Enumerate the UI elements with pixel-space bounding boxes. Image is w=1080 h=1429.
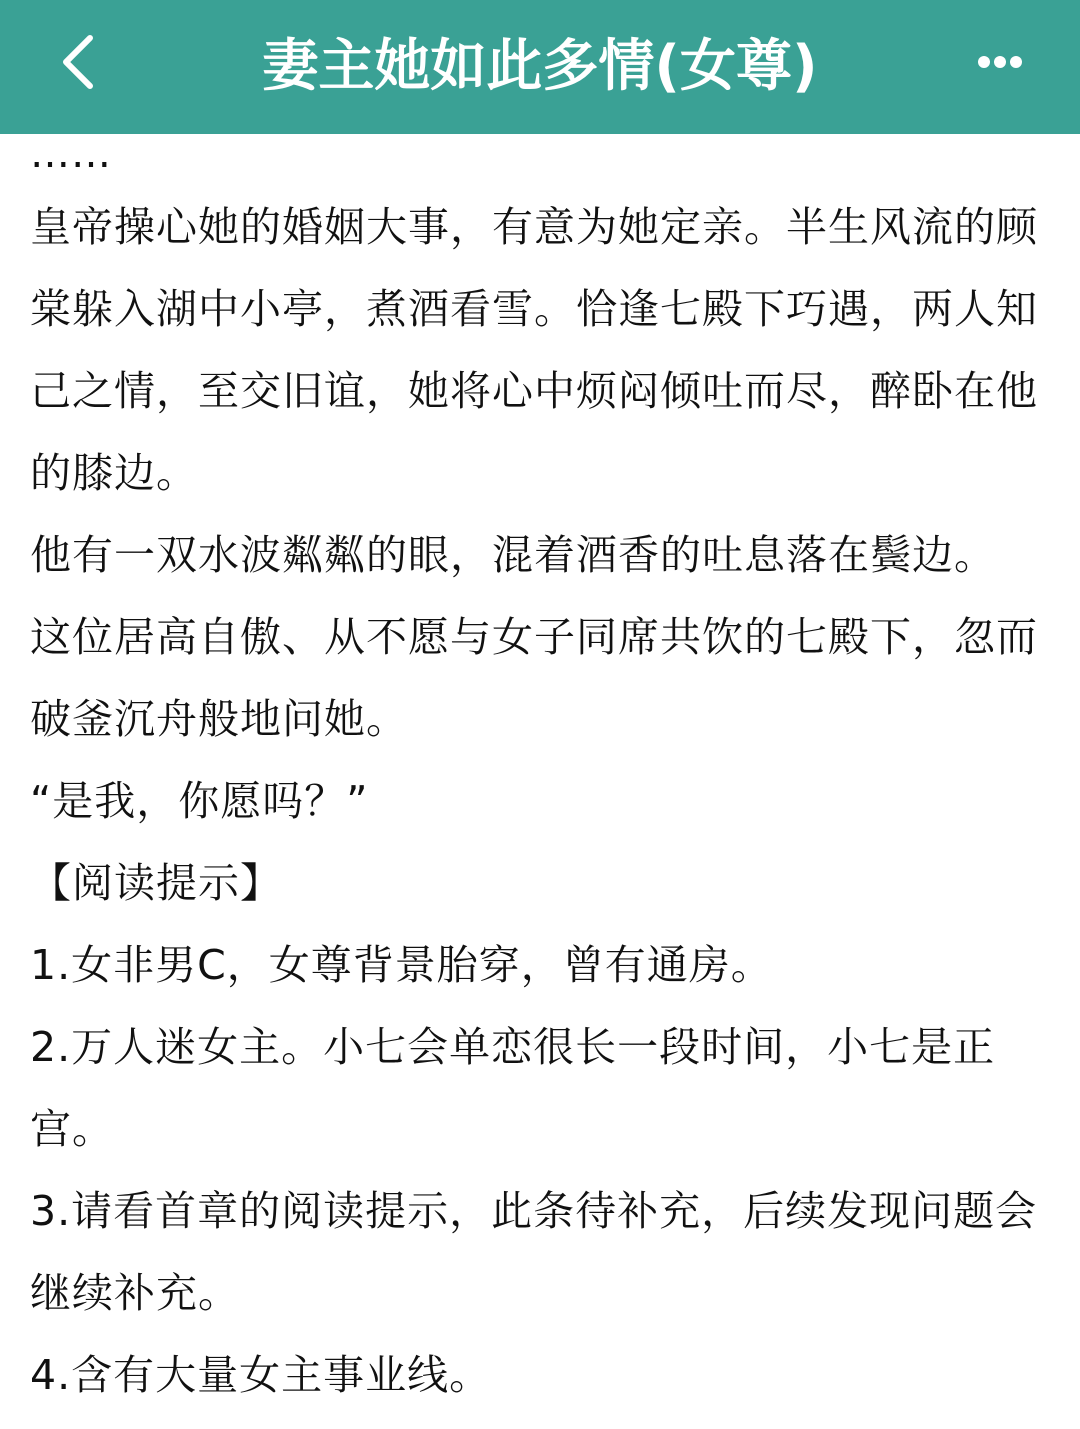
paragraph-quote: “是我，你愿吗？”	[30, 777, 369, 825]
page-title: 妻主她如此多情(女尊)	[262, 34, 818, 99]
paragraph-eyes: 他有一双水波粼粼的眼，混着酒香的吐息落在鬓边。	[30, 531, 996, 579]
chevron-left-icon	[40, 22, 120, 102]
article-body	[30, 134, 1050, 1424]
tip-item-4: 4.含有大量女主事业线。	[30, 1351, 492, 1399]
ellipsis-text: ……	[30, 134, 112, 177]
tip-item-1: 1.女非男C，女尊背景胎穿，曾有通房。	[30, 941, 773, 989]
more-dots-icon	[960, 30, 1040, 94]
back-button[interactable]	[40, 22, 120, 102]
more-options-button[interactable]	[960, 30, 1040, 94]
paragraph-prince: 这位居高自傲、从不愿与女子同席共饮的七殿下，忽而破釜沉舟般地问她。	[30, 613, 1038, 743]
paragraph-intro: 皇帝操心她的婚姻大事，有意为她定亲。半生风流的顾棠躲入湖中小亭，煮酒看雪。恰逢七殿下巧遇，两人知己之情，至交旧谊，她将心中烦闷倾吐而尽，醉卧在他的膝边。	[30, 203, 1038, 497]
tip-item-2: 2.万人迷女主。小七会单恋很长一段时间，小七是正宫。	[30, 1023, 996, 1153]
tip-item-3: 3.请看首章的阅读提示，此条待补充，后续发现问题会继续补充。	[30, 1187, 1038, 1317]
reading-tips-heading: 【阅读提示】	[30, 859, 282, 907]
top-app-bar	[0, 0, 1080, 134]
